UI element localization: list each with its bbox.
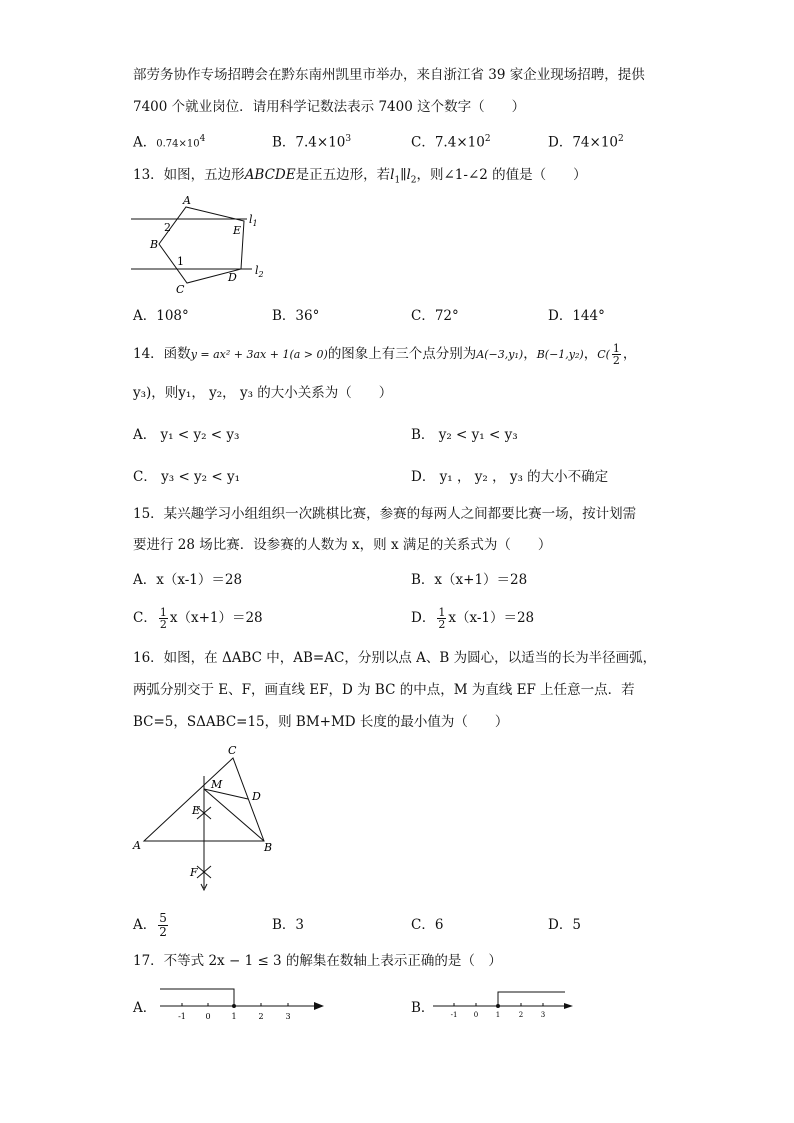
option-value: 74×10	[572, 134, 618, 151]
label-C: C	[228, 744, 237, 757]
q14-option-d[interactable]: D． y₁ ， y₂ ， y₃ 的大小不确定	[411, 469, 609, 485]
angle-1-label: 1	[177, 255, 184, 268]
q14-point-a: A(−3,y₁)	[476, 348, 524, 361]
angle-2-label: 2	[164, 221, 171, 234]
option-rest: x（x+1）＝28	[169, 610, 263, 626]
solution-ray-b	[498, 992, 565, 1006]
q13-l2-sub: 2	[410, 175, 417, 186]
option-fraction: $\frac{1}{2}$	[159, 606, 167, 631]
q13-shape-name: ABCDE	[244, 167, 296, 183]
closed-dot-b	[496, 1004, 500, 1008]
tick-label: -1	[450, 1011, 458, 1019]
option-label: D．	[411, 610, 436, 626]
option-rest: x（x-1）＝28	[448, 610, 535, 626]
q13-option-b[interactable]: B．36°	[272, 308, 320, 324]
q15-line2: 要进行 28 场比赛．设参赛的人数为 x，则 x 满足的关系式为（ ）	[133, 537, 552, 553]
option-label: D．	[548, 134, 573, 151]
option-label: A．	[133, 917, 157, 933]
q13-l1: l	[390, 167, 395, 183]
q13-parallel: ∥	[400, 167, 407, 183]
label-M: M	[211, 778, 223, 791]
tick-label: 0	[205, 1012, 211, 1021]
q13-option-a[interactable]: A．108°	[133, 308, 189, 324]
label-l1: $l_1$	[249, 213, 258, 228]
q16-line3: BC=5，SΔABC=15，则 BM+MD 长度的最小值为（ ）	[133, 714, 509, 730]
label-D: D	[228, 271, 237, 284]
option-value: 7.4×10	[434, 134, 485, 151]
q13-l2: l	[406, 167, 411, 183]
q14-sep: ，	[523, 346, 537, 362]
q16-option-c[interactable]: C．6	[411, 917, 444, 933]
option-value: 0.74×10	[156, 138, 200, 150]
option-fraction: $\frac{5}{2}$	[159, 911, 167, 939]
label-l2: $l_2$	[255, 264, 264, 279]
label-C: C	[176, 283, 185, 296]
q17-stem: 17．不等式 2x − 1 ≤ 3 的解集在数轴上表示正确的是（ ）	[133, 953, 502, 969]
label-A: A	[183, 194, 191, 207]
q14-sep: ，	[583, 346, 598, 362]
tick-label: -1	[178, 1012, 186, 1021]
q14-function: y = ax² + 3ax + 1(a > 0)	[190, 348, 328, 361]
label-B: B	[150, 238, 159, 251]
q14-prefix: 14．函数	[133, 346, 191, 362]
q14-point-b: B(−1,y₂)	[536, 348, 584, 361]
tick-label: 2	[258, 1012, 264, 1021]
q13-l1-sub: 1	[394, 175, 401, 186]
q13-option-d[interactable]: D．144°	[548, 308, 605, 324]
option-exponent: 2	[618, 134, 624, 144]
option-label: C．	[411, 134, 435, 151]
q13-prefix: 13．如图，五边形	[133, 167, 245, 183]
q16-option-b[interactable]: B．3	[272, 917, 305, 933]
q12-line2: 7400 个就业岗位．请用科学记数法表示 7400 这个数字（ ）	[133, 99, 526, 115]
q14-line2: y₃)，则y₁， y₂， y₃ 的大小关系为（ ）	[133, 385, 393, 401]
q17-option-a-label[interactable]: A．	[133, 1000, 157, 1016]
q16-line2: 两弧分别交于 E、F，画直线 EF，D 为 BC 的中点，M 为直线 EF 上任意一点．若	[133, 682, 635, 698]
option-exponent: 3	[345, 134, 352, 144]
q17-option-b-label[interactable]: B．	[411, 1000, 435, 1016]
option-exponent: 4	[199, 134, 206, 144]
tick-label: 1	[495, 1011, 501, 1019]
tick-label: 2	[518, 1011, 524, 1019]
q14-option-b[interactable]: B． y₂ < y₁ < y₃	[411, 427, 518, 443]
q14-middle: 的图象上有三个点分别为	[327, 346, 477, 362]
tick-label: 0	[473, 1011, 479, 1019]
q16-option-d[interactable]: D．5	[548, 917, 581, 933]
q13-suffix: ，则∠1-∠2 的值是（ ）	[416, 167, 587, 183]
q14-fraction: $\frac{1}{2}$	[612, 342, 620, 367]
option-value: 7.4×10	[295, 134, 346, 151]
q16-line1: 16．如图，在 ΔABC 中，AB=AC，分别以点 A、B 为圆心，以适当的长为半径画弧，	[133, 650, 657, 666]
q12-line1: 部劳务协作专场招聘会在黔东南州凯里市举办，来自浙江省 39 家企业现场招聘，提供	[133, 67, 645, 83]
option-label: B．	[272, 134, 296, 151]
q13-option-c[interactable]: C．72°	[411, 308, 459, 324]
tick-label: 1	[231, 1012, 237, 1021]
q15-line1: 15．某兴趣学习小组组织一次跳棋比赛，参赛的每两人之间都要比赛一场，按计划需	[133, 506, 637, 522]
option-label: C．	[133, 610, 157, 626]
q13-middle: 是正五边形，若	[295, 167, 391, 183]
q14-point-c: C(	[597, 348, 610, 361]
tick-label: 3	[540, 1011, 546, 1019]
q14-option-a[interactable]: A． y₁ < y₂ < y₃	[133, 427, 240, 443]
q14-sep: ，	[622, 346, 637, 362]
label-E: E	[192, 804, 201, 817]
q15-option-b[interactable]: B．x（x+1）＝28	[411, 572, 528, 588]
label-D: D	[252, 790, 261, 803]
q14-option-c[interactable]: C． y₃ < y₂ < y₁	[133, 469, 241, 485]
option-label: A．	[133, 134, 157, 151]
label-F: F	[190, 866, 198, 879]
label-A: A	[133, 839, 141, 852]
tick-label: 3	[285, 1012, 291, 1021]
q15-option-a[interactable]: A．x（x-1）＝28	[133, 572, 243, 588]
label-E: E	[233, 224, 242, 237]
label-B: B	[264, 841, 273, 854]
option-fraction: $\frac{1}{2}$	[438, 606, 446, 631]
option-exponent: 2	[484, 134, 491, 144]
